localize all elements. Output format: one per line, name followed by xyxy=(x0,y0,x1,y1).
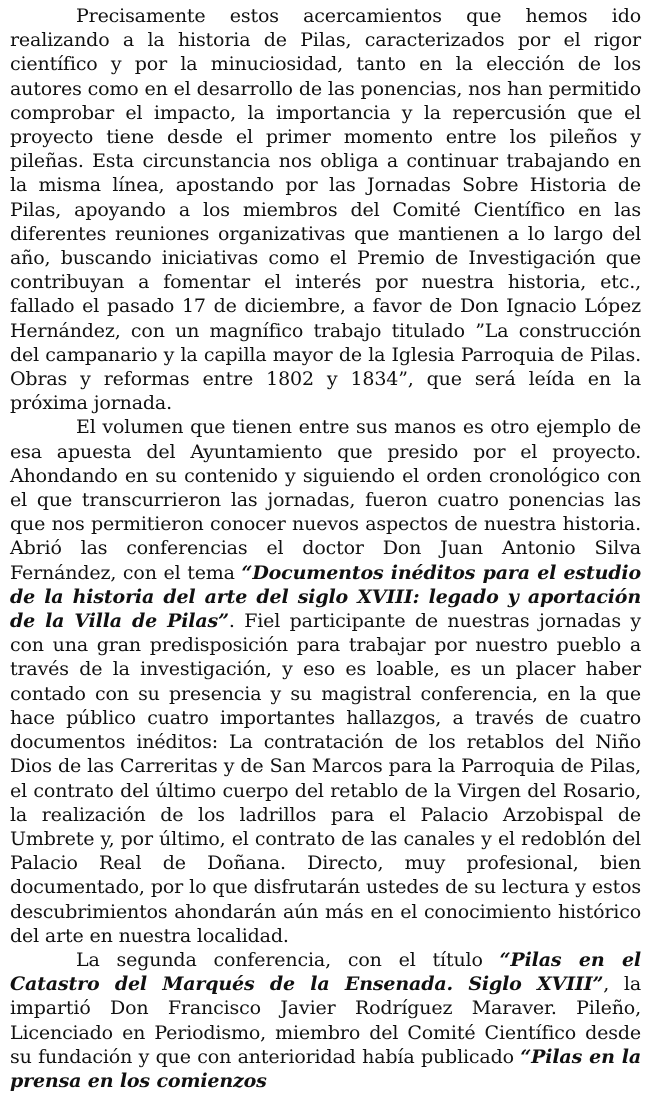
text-segment: El volumen que tienen entre sus manos es otro ejemplo de esa apuesta del Ayuntamiento que presido por el proyecto. Ahondando en su contenido y siguiendo el orden cronológico con el que transcurrieron las jornadas, fueron cuatro ponencias las que nos permitieron conocer nuevos aspectos de nuestra historia. Abrió las conferencias el doctor Don Juan Antonio Silva Fernández, con el tema xyxy=(10,416,641,584)
text-segment: , la impartió Don Francisco Javier Rodríguez Maraver. Pileño, Licenciado en Periodismo, miembro del Comité Científico desde su fundación y que con anterioridad había publicado xyxy=(10,973,641,1068)
text-segment: . Fiel participante de nuestras jornadas y con una gran predisposición para trabajar por nuestro pueblo a través de la investigación, y eso es loable, es un placer haber contado con su presencia y su magistral conferencia, en la que hace público cuatro importantes hallazgos, a través de cuatro documentos inéditos: La contratación de los retablos del Niño Dios de las Carreritas y de San Marcos para la Parroquia de Pilas, el contrato del último cuerpo del retablo de la Virgen del Rosario, la realización de los ladrillos para el Palacio Arzobispal de Umbrete y, por último, el contrato de las canales y el redoblón del Palacio Real de Doñana. Directo, muy profesional, bien documentado, por lo que disfrutarán ustedes de su lectura y estos descubrimientos ahondarán aún más en el conocimiento histórico del arte en nuestra localidad. xyxy=(10,610,641,947)
italic-title: “Documentos inéditos para el estudio de la historia del arte del siglo XVIII: legado y aportación de la Villa de Pilas” xyxy=(10,561,641,633)
paragraph-second-conference xyxy=(10,948,641,1093)
text-segment: Precisamente estos acercamientos que hemos ido realizando a la historia de Pilas, caracterizados por el rigor científico y por la minuciosidad, tanto en la elección de los autores como en el desarrollo de las ponencias, nos han permitido comprobar el impacto, la importancia y la repercusión que el proyecto tiene desde el primer momento entre los pileños y pileñas. Esta circunstancia nos obliga a continuar trabajando en la misma línea, apostando por las Jornadas Sobre Historia de Pilas, apoyando a los miembros del Comité Científico en las diferentes reuniones organizativas que mantienen a lo largo del año, buscando iniciativas como el Premio de Investigación que contribuyan a fomentar el interés por nuestra historia, etc., fallado el pasado 17 de diciembre, a favor de Don Ignacio López Hernández, con un magnífico trabajo titulado ”La construcción del campanario y la capilla mayor de la Iglesia Parroquia de Pilas. Obras y reformas entre 1802 y 1834”, que será leída en la próxima jornada. xyxy=(10,5,641,415)
text-segment: La segunda conferencia, con el título xyxy=(76,948,500,971)
paragraph-intro xyxy=(10,4,641,415)
italic-title: “Pilas en el Catastro del Marqués de la Ensenada. Siglo XVIII” xyxy=(10,948,641,996)
italic-title: “Pilas en la prensa en los comienzos xyxy=(10,1045,642,1092)
paragraph-volume xyxy=(10,415,641,947)
